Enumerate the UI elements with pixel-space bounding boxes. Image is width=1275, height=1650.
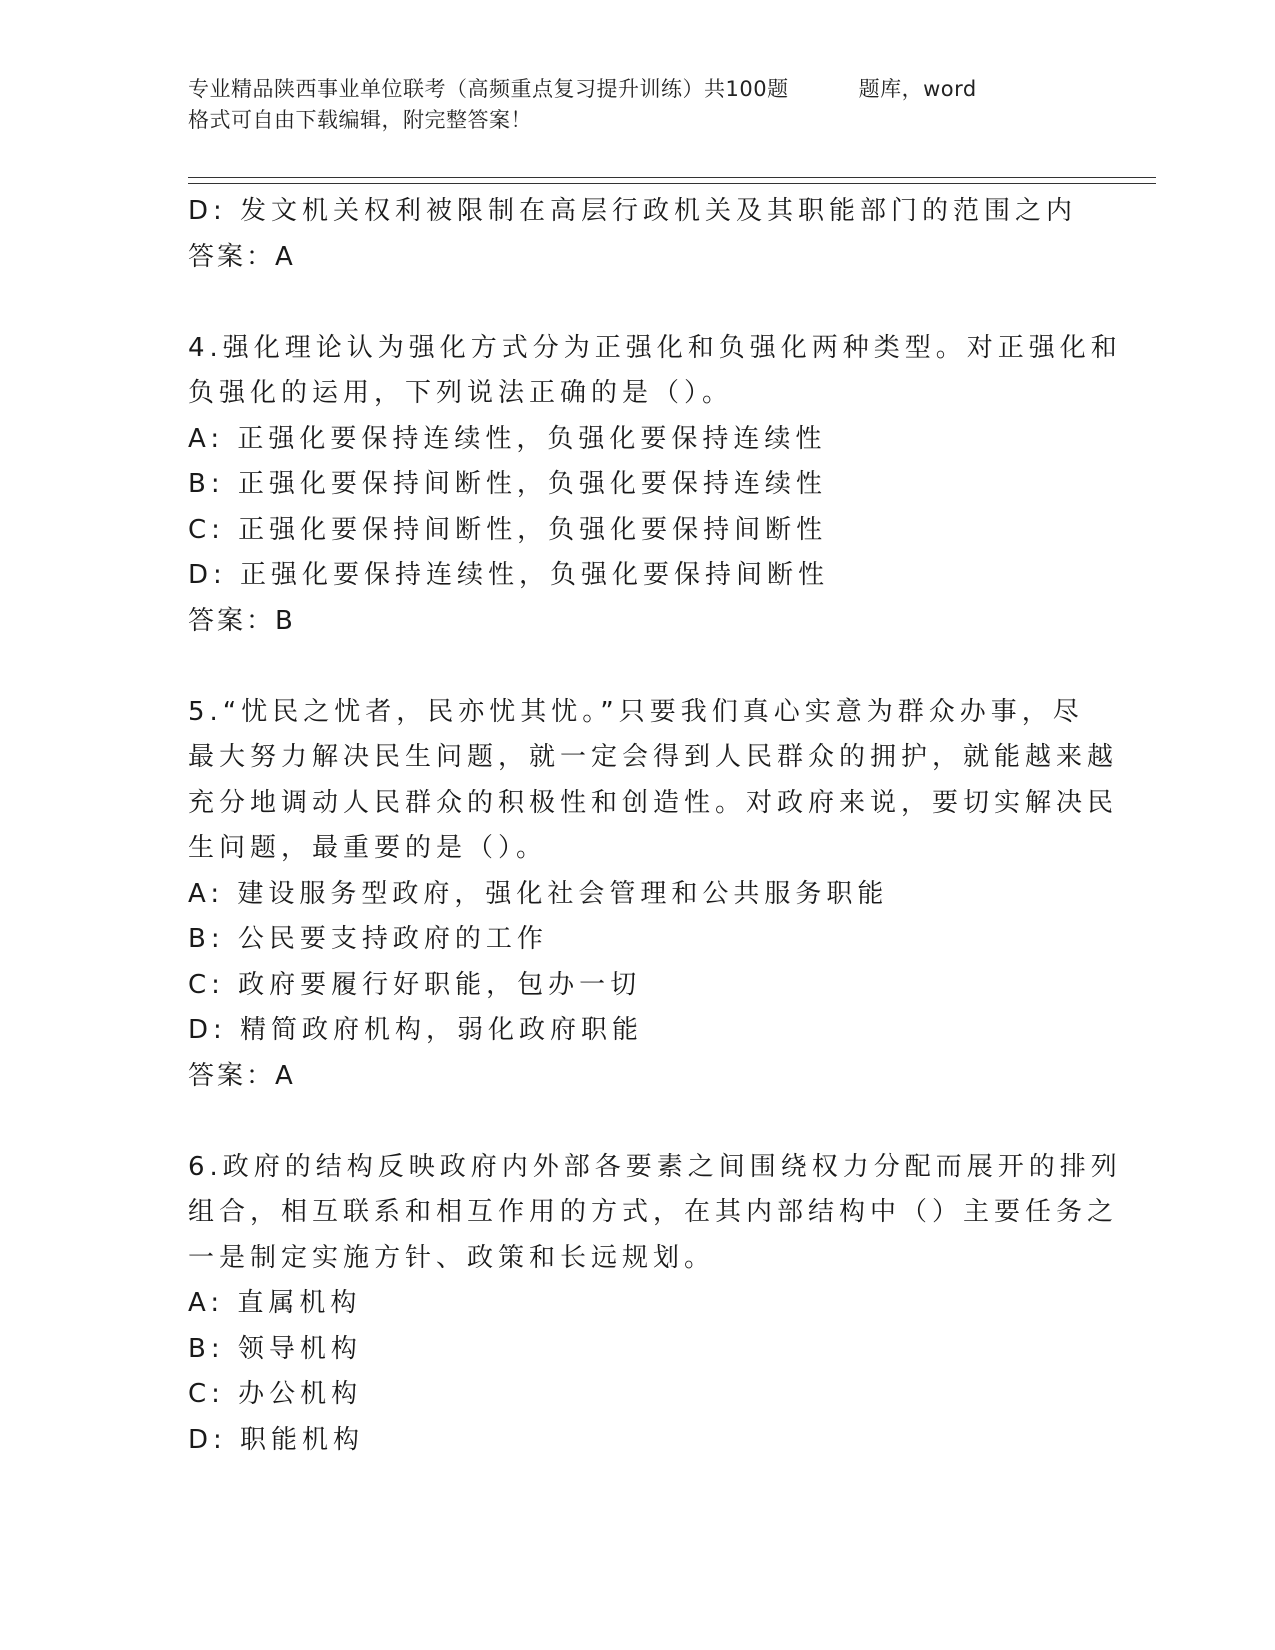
- question-5-line-1: 5.“忧民之忧者，民亦忧其忧。”只要我们真心实意为群众办事，尽: [188, 696, 1084, 727]
- question-5-line-2: 最大努力解决民生问题，就一定会得到人民群众的拥护，就能越来越: [188, 742, 1119, 772]
- question-4-line-1: 4.强化理论认为强化方式分为正强化和负强化两种类型。对正强化和: [188, 332, 1122, 363]
- question-4-option-a: A: 正强化要保持连续性，负强化要保持连续性: [188, 423, 827, 454]
- question-6-option-a: A: 直属机构: [188, 1288, 362, 1318]
- question-6-option-d: D: 职能机构: [188, 1424, 365, 1455]
- question-5-option-c: C: 政府要履行好职能，包办一切: [188, 969, 642, 1000]
- question-6: [188, 1145, 1122, 1464]
- question-5-line-4: 生问题，最重要的是（）。: [188, 833, 548, 863]
- question-5: [188, 690, 1119, 1100]
- question-4-option-b: B: 正强化要保持间断性，负强化要保持连续性: [188, 469, 827, 499]
- question-5-option-d: D: 精简政府机构，弱化政府职能: [188, 1015, 644, 1045]
- question-5-line-3: 充分地调动人民群众的积极性和创造性。对政府来说，要切实解决民: [188, 787, 1119, 818]
- header-divider-bottom: [188, 183, 1156, 184]
- question-5-option-b: B: 公民要支持政府的工作: [188, 924, 548, 954]
- question-content: [188, 189, 1122, 1463]
- question-6-line-3: 一是制定实施方针、政策和长远规划。: [188, 1242, 716, 1273]
- question-6-line-1: 6.政府的结构反映政府内外部各要素之间围绕权力分配而展开的排列: [188, 1151, 1122, 1182]
- header-title: 专业精品陕西事业单位联考（高频重点复习提升训练）共100题: [188, 77, 789, 101]
- question-6-option-b: B: 领导机构: [188, 1333, 362, 1364]
- question-6-option-c: C: 办公机构: [188, 1379, 363, 1409]
- question-5-answer: 答案：A: [188, 1060, 296, 1091]
- question-4-option-c: C: 正强化要保持间断性，负强化要保持间断性: [188, 514, 828, 545]
- header-divider-top: [188, 177, 1156, 178]
- question-4-line-2: 负强化的运用，下列说法正确的是（）。: [188, 378, 734, 408]
- question-6-line-2: 组合，相互联系和相互作用的方式，在其内部结构中（）主要任务之: [188, 1197, 1119, 1227]
- header-format-note: 题库，word: [858, 77, 977, 101]
- question-5-option-a: A: 建设服务型政府，强化社会管理和公共服务职能: [188, 878, 889, 909]
- prev-question-option-d: D: 发文机关权利被限制在高层行政机关及其职能部门的范围之内: [188, 196, 1078, 226]
- prev-question-answer: 答案：A: [188, 241, 296, 272]
- page-header: [188, 74, 1088, 136]
- header-line-1: [188, 74, 1088, 105]
- question-4-option-d: D: 正强化要保持连续性，负强化要保持间断性: [188, 560, 830, 590]
- question-4-answer: 答案：B: [188, 605, 296, 636]
- question-4: [188, 326, 1122, 645]
- header-line-2: 格式可自由下载编辑，附完整答案！: [188, 108, 532, 132]
